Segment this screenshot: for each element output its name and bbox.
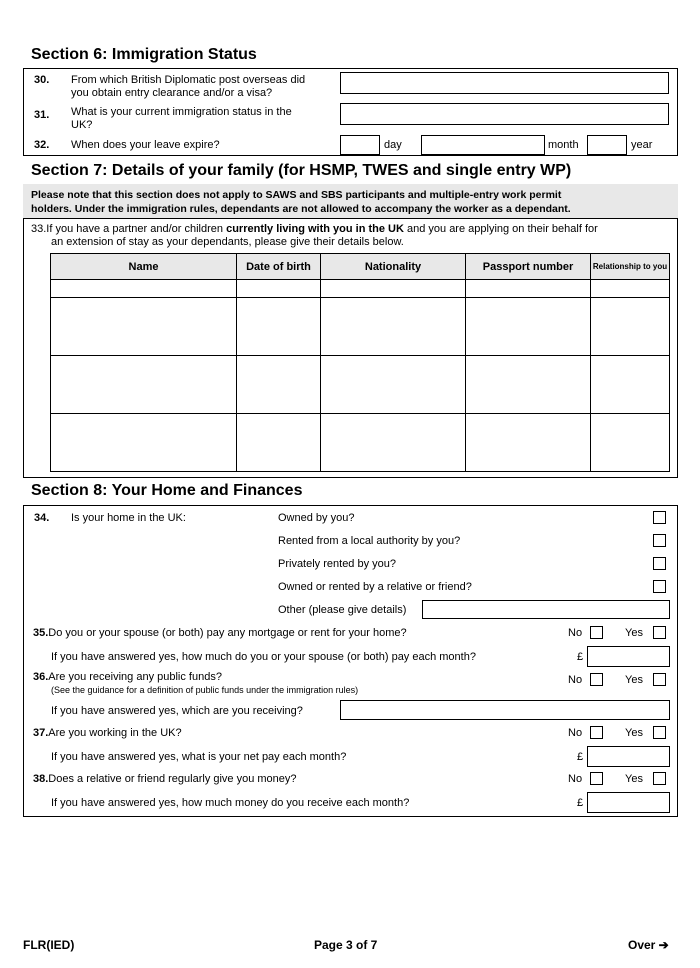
q36-note: (See the guidance for a definition of public funds under the immigration rules) bbox=[51, 685, 359, 695]
q37-no-label: No bbox=[568, 727, 583, 739]
q34-relative-checkbox[interactable] bbox=[653, 580, 666, 593]
cell-dob[interactable] bbox=[237, 414, 321, 472]
q38-yes-checkbox[interactable] bbox=[653, 772, 666, 785]
col-passport-number: Passport number bbox=[466, 254, 591, 280]
q32-number: 32. bbox=[34, 139, 50, 151]
q34-local-authority-checkbox[interactable] bbox=[653, 534, 666, 547]
q33-number: 33. bbox=[31, 223, 47, 235]
q36-question: Are you receiving any public funds? bbox=[48, 671, 222, 683]
q36-no-checkbox[interactable] bbox=[590, 673, 603, 686]
q37-number: 37. bbox=[33, 727, 49, 739]
q32-year-field[interactable] bbox=[587, 135, 627, 155]
family-details-table bbox=[50, 253, 670, 472]
table-row bbox=[51, 280, 670, 298]
cell-nationality[interactable] bbox=[321, 414, 466, 472]
q34-option-relative-label: Owned or rented by a relative or friend? bbox=[278, 581, 472, 593]
q38-text bbox=[33, 773, 297, 786]
q34-option-owned-label: Owned by you? bbox=[278, 512, 355, 524]
cell-dob[interactable] bbox=[237, 356, 321, 414]
q30-diplomatic-post-field[interactable] bbox=[340, 72, 669, 94]
q38-number: 38. bbox=[33, 773, 49, 785]
family-table-header bbox=[51, 254, 670, 280]
q36-yes-checkbox[interactable] bbox=[653, 673, 666, 686]
q31-text-line1: What is your current immigration status in the bbox=[71, 106, 292, 118]
q35-followup-text: If you have answered yes, how much do you or your spouse (or both) pay each month? bbox=[51, 651, 476, 663]
cell-passport[interactable] bbox=[466, 280, 591, 298]
cell-nationality[interactable] bbox=[321, 298, 466, 356]
cell-passport[interactable] bbox=[466, 356, 591, 414]
q32-day-field[interactable] bbox=[340, 135, 380, 155]
over-indicator: Over ➔ bbox=[628, 938, 669, 952]
q34-option-private-rent-label: Privately rented by you? bbox=[278, 558, 397, 570]
table-row bbox=[51, 414, 670, 472]
q32-month-field[interactable] bbox=[421, 135, 545, 155]
page-number: Page 3 of 7 bbox=[314, 938, 378, 952]
q31-number: 31. bbox=[34, 109, 50, 121]
col-relationship: Relationship to you bbox=[591, 254, 670, 280]
q34-text: Is your home in the UK: bbox=[71, 512, 186, 524]
cell-nationality[interactable] bbox=[321, 356, 466, 414]
section-8-title: Section 8: Your Home and Finances bbox=[31, 482, 303, 499]
q37-pound-sign: £ bbox=[577, 751, 584, 763]
q33-text-line1 bbox=[31, 223, 598, 236]
q38-amount-field[interactable] bbox=[587, 792, 670, 813]
q33-text-line2: an extension of stay as your dependants, please give their details below. bbox=[51, 236, 404, 248]
cell-relationship[interactable] bbox=[591, 298, 670, 356]
col-date-of-birth: Date of birth bbox=[237, 254, 321, 280]
q37-followup-text: If you have answered yes, what is your net pay each month? bbox=[51, 751, 347, 763]
q34-private-rent-checkbox[interactable] bbox=[653, 557, 666, 570]
q38-yes-label: Yes bbox=[625, 773, 643, 785]
table-row bbox=[51, 356, 670, 414]
q32-month-label: month bbox=[548, 139, 579, 151]
q34-option-local-authority-label: Rented from a local authority by you? bbox=[278, 535, 461, 547]
col-name: Name bbox=[51, 254, 237, 280]
q33-text-part-b: and you are applying on their behalf for bbox=[403, 223, 598, 235]
q31-immigration-status-field[interactable] bbox=[340, 103, 669, 125]
section-7-title: Section 7: Details of your family (for HSMP, TWES and single entry WP) bbox=[31, 162, 572, 179]
q33-text-bold: currently living with you in the UK bbox=[226, 223, 404, 235]
q35-question: Do you or your spouse (or both) pay any mortgage or rent for your home? bbox=[48, 627, 407, 639]
q35-text bbox=[33, 627, 407, 640]
section-7-note-line1: Please note that this section does not apply to SAWS and SBS participants and multiple-entry work permit bbox=[31, 189, 562, 201]
q37-no-checkbox[interactable] bbox=[590, 726, 603, 739]
q32-text: When does your leave expire? bbox=[71, 139, 220, 151]
cell-passport[interactable] bbox=[466, 414, 591, 472]
cell-dob[interactable] bbox=[237, 298, 321, 356]
q37-question: Are you working in the UK? bbox=[48, 727, 182, 739]
cell-relationship[interactable] bbox=[591, 280, 670, 298]
q35-yes-label: Yes bbox=[625, 627, 643, 639]
q38-no-label: No bbox=[568, 773, 583, 785]
q30-number: 30. bbox=[34, 74, 50, 86]
cell-name[interactable] bbox=[51, 356, 237, 414]
q35-pound-sign: £ bbox=[577, 651, 584, 663]
q30-text-line2: you obtain entry clearance and/or a visa? bbox=[71, 87, 273, 99]
q37-text bbox=[33, 727, 182, 740]
q37-amount-field[interactable] bbox=[587, 746, 670, 767]
q36-followup-text: If you have answered yes, which are you receiving? bbox=[51, 705, 303, 717]
q34-other-label: Other (please give details) bbox=[278, 604, 407, 616]
cell-passport[interactable] bbox=[466, 298, 591, 356]
q37-yes-label: Yes bbox=[625, 727, 643, 739]
q38-question: Does a relative or friend regularly give you money? bbox=[48, 773, 297, 785]
q35-no-checkbox[interactable] bbox=[590, 626, 603, 639]
q38-followup-text: If you have answered yes, how much money do you receive each month? bbox=[51, 797, 410, 809]
q36-number: 36. bbox=[33, 671, 49, 683]
q36-no-label: No bbox=[568, 674, 583, 686]
col-nationality: Nationality bbox=[321, 254, 466, 280]
q38-no-checkbox[interactable] bbox=[590, 772, 603, 785]
section-7-note-line2: holders. Under the immigration rules, dependants are not allowed to accompany the worker as a dependant. bbox=[31, 203, 571, 215]
cell-relationship[interactable] bbox=[591, 414, 670, 472]
form-code: FLR(IED) bbox=[23, 938, 75, 952]
cell-dob[interactable] bbox=[237, 280, 321, 298]
q32-year-label: year bbox=[631, 139, 653, 151]
cell-nationality[interactable] bbox=[321, 280, 466, 298]
cell-relationship[interactable] bbox=[591, 356, 670, 414]
q35-amount-field[interactable] bbox=[587, 646, 670, 667]
q35-yes-checkbox[interactable] bbox=[653, 626, 666, 639]
q36-funds-field[interactable] bbox=[340, 700, 670, 720]
q34-other-details-field[interactable] bbox=[422, 600, 670, 619]
q38-pound-sign: £ bbox=[577, 797, 584, 809]
q35-number: 35. bbox=[33, 627, 49, 639]
q30-text-line1: From which British Diplomatic post overseas did bbox=[71, 74, 306, 86]
q32-day-label: day bbox=[384, 139, 402, 151]
q31-text-line2: UK? bbox=[71, 119, 93, 131]
q34-owned-checkbox[interactable] bbox=[653, 511, 666, 524]
cell-name[interactable] bbox=[51, 414, 237, 472]
cell-name[interactable] bbox=[51, 280, 237, 298]
cell-name[interactable] bbox=[51, 298, 237, 356]
table-row bbox=[51, 298, 670, 356]
q35-no-label: No bbox=[568, 627, 583, 639]
q36-yes-label: Yes bbox=[625, 674, 643, 686]
q37-yes-checkbox[interactable] bbox=[653, 726, 666, 739]
section-6-title: Section 6: Immigration Status bbox=[31, 46, 257, 63]
q36-text bbox=[33, 671, 222, 684]
q34-number: 34. bbox=[34, 512, 50, 524]
q33-text-part-a: If you have a partner and/or children bbox=[46, 223, 227, 235]
